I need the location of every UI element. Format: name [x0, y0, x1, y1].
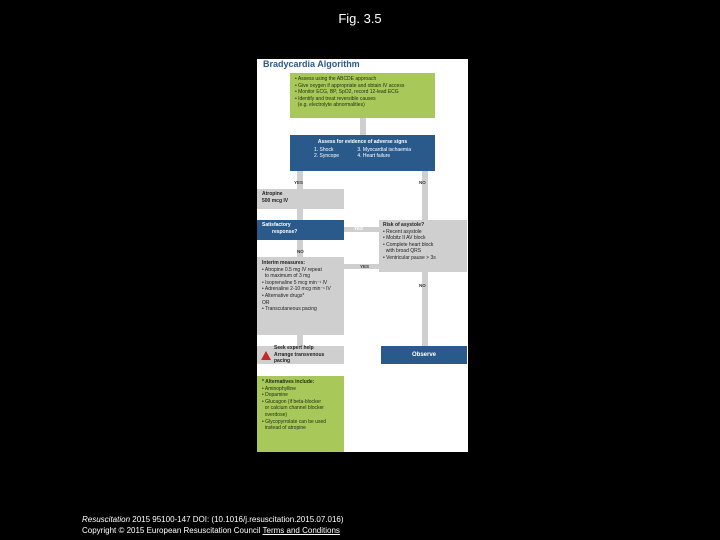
- assess-item: • Monitor ECG, BP, SpO2, record 12-lead ECG: [295, 89, 399, 96]
- bradycardia-algorithm-figure: [257, 59, 468, 452]
- risk-item: with broad QRS: [383, 248, 422, 255]
- satisfactory-yes-label: YES: [354, 226, 364, 231]
- caption-doi: 2015 95100-147 DOI: (10.1016/j.resuscitation.2015.07.016): [130, 515, 344, 524]
- alternative-item: • Dopamine: [262, 392, 288, 399]
- alternative-item: • Glucagon (if beta-blocker: [262, 398, 322, 405]
- terms-link[interactable]: Terms and Conditions: [262, 526, 340, 535]
- adverse-signs-left: [314, 147, 339, 160]
- adverse-sign-item: 2. Syncope: [314, 153, 340, 160]
- interim-list: [262, 267, 339, 313]
- expert-line1: Seek expert help: [274, 345, 314, 352]
- risk-item: • Recent asystole: [383, 228, 422, 235]
- alternative-item: overdose): [262, 411, 288, 418]
- adverse-sign-item: 4. Heart failure: [357, 153, 391, 160]
- satisfactory-line2: response?: [272, 228, 298, 235]
- arrow-atropine-to-satisfactory: [297, 209, 303, 220]
- alternative-item: • Aminophylline: [262, 385, 296, 392]
- assess-item: (e.g. electrolyte abnormalities): [295, 102, 365, 109]
- adverse-sign-item: 3. Myocardial ischaemia: [357, 146, 411, 153]
- interim-item: • Isoprenaline 5 mcg min⁻¹ IV: [262, 279, 328, 286]
- adverse-yes-label: YES: [294, 180, 304, 185]
- algorithm-heading: Bradycardia Algorithm: [263, 59, 360, 69]
- risk-of-asystole-box: [379, 220, 467, 272]
- alternative-item: or calcium channel blocker: [262, 405, 324, 412]
- interim-item: • Transcutaneous pacing: [262, 306, 317, 313]
- interim-title: Interim measures:: [262, 260, 306, 266]
- assess-item: • Give oxygen if appropriate and obtain IV access: [295, 82, 405, 89]
- risk-no-label: NO: [419, 283, 426, 288]
- alternative-item: instead of atropine: [262, 425, 306, 432]
- slide-title: Fig. 3.5: [338, 11, 382, 26]
- adverse-sign-item: 1. Shock: [314, 146, 334, 153]
- risk-yes-label: YES: [360, 264, 370, 269]
- adverse-signs-right: [357, 147, 411, 160]
- satisfactory-no-label: NO: [297, 249, 304, 254]
- alternatives-box: [257, 376, 344, 452]
- interim-item: to maximum of 3 mg: [262, 273, 311, 280]
- observe-box: [381, 346, 467, 364]
- alternatives-title: * Alternatives include:: [262, 379, 315, 385]
- assess-item: • Assess using the ABCDE approach: [295, 76, 377, 82]
- caption-copyright: Copyright © 2015 European Resuscitation Council: [82, 526, 263, 535]
- adverse-signs-title: Assess for evidence of adverse signs: [317, 139, 408, 145]
- expert-line2: Arrange transvenous pacing: [274, 351, 325, 365]
- interim-item: OR: [262, 299, 270, 306]
- caption-journal: Resuscitation: [82, 515, 131, 524]
- figure-caption: [82, 514, 344, 536]
- risk-list: [383, 229, 463, 262]
- alternative-item: • Glycopyrrolate can be used: [262, 418, 327, 425]
- risk-item: • Ventricular pause > 3s: [383, 254, 436, 261]
- assess-box: [290, 73, 435, 118]
- satisfactory-line1: Satisfactory: [262, 222, 291, 228]
- adverse-signs-box: [290, 135, 435, 171]
- alternatives-list: [262, 386, 339, 432]
- arrow-adverse-no: [422, 171, 428, 220]
- assess-item: • Identify and treat reversible causes: [295, 95, 376, 102]
- adverse-no-label: NO: [419, 180, 426, 185]
- interim-measures-box: [257, 257, 344, 335]
- arrow-assess-to-adverse: [360, 118, 366, 135]
- warning-icon: [261, 351, 271, 360]
- interim-item: • Atropine 0.5 mg IV repeat: [262, 266, 322, 273]
- interim-item: • Alternative drugs*: [262, 292, 305, 299]
- risk-item: • Mobitz II AV block: [383, 235, 426, 242]
- satisfactory-response-box: [257, 220, 344, 240]
- risk-item: • Complete heart block: [383, 241, 434, 248]
- assess-list: [295, 76, 430, 109]
- seek-expert-help-box: [257, 346, 344, 364]
- observe-label: Observe: [411, 351, 436, 358]
- interim-item: • Adrenaline 2-10 mcg min⁻¹ IV: [262, 286, 331, 293]
- risk-title: Risk of asystole?: [383, 222, 425, 228]
- atropine-line2: 500 mcg IV: [262, 197, 289, 204]
- atropine-box: [257, 189, 344, 209]
- atropine-line1: Atropine: [262, 191, 283, 197]
